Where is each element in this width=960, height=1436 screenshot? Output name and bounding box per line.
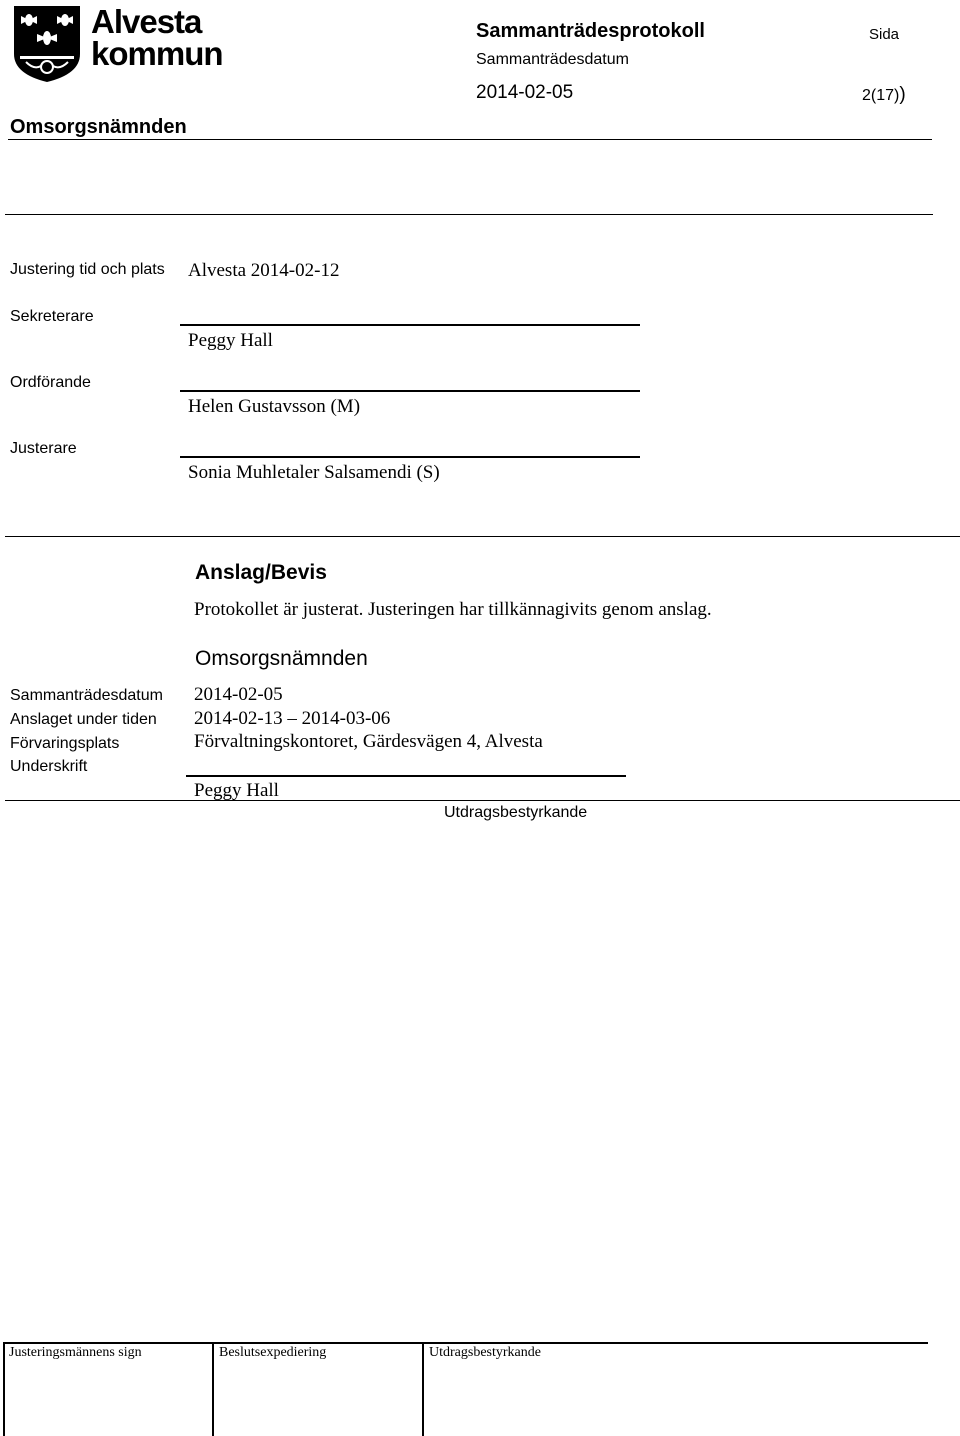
meeting-date-value: 2014-02-05 (194, 684, 283, 705)
logo-text-line2: kommun (91, 35, 223, 72)
section-divider-top (5, 214, 933, 215)
municipality-logo (12, 4, 242, 84)
chair-label: Ordförande (10, 374, 91, 391)
footer-divider-2 (422, 1342, 424, 1436)
footer-divider-left (3, 1342, 5, 1436)
committee-name: Omsorgsnämnden (10, 116, 187, 138)
page-number (862, 84, 906, 106)
certification-label: Utdragsbestyrkande (444, 804, 588, 821)
signature-name: Peggy Hall (194, 780, 279, 801)
footer-certification-label: Utdragsbestyrkande (429, 1345, 541, 1360)
logo-text-line1: Alvesta (91, 3, 202, 40)
section-divider-middle (5, 536, 960, 537)
footer-sign-label: Justeringsmännens sign (9, 1345, 142, 1360)
date-value: 2014-02-05 (476, 82, 574, 103)
posted-value: 2014-02-13 – 2014-03-06 (194, 708, 391, 729)
certification-line (5, 800, 960, 801)
chair-signature-line (180, 390, 640, 392)
anslag-committee: Omsorgsnämnden (195, 647, 368, 670)
adjuster-label: Justerare (10, 440, 77, 457)
page-close: ) (899, 84, 906, 105)
time-place-label: Justering tid och plats (10, 261, 165, 278)
page-current: 2 (862, 87, 871, 104)
chair-name: Helen Gustavsson (M) (188, 396, 361, 417)
anslag-statement: Protokollet är justerat. Justeringen har tillkännagivits genom anslag. (194, 599, 712, 620)
anslag-heading: Anslag/Bevis (195, 561, 327, 584)
storage-label: Förvaringsplats (10, 735, 120, 752)
doc-title: Sammanträdesprotokoll (476, 20, 705, 42)
secretary-label: Sekreterare (10, 308, 94, 325)
footer-dispatch-label: Beslutsexpediering (219, 1345, 327, 1360)
storage-value: Förvaltningskontoret, Gärdesvägen 4, Alvesta (194, 731, 543, 752)
date-label: Sammanträdesdatum (476, 51, 629, 68)
header-divider (8, 139, 932, 140)
meeting-date-label: Sammanträdesdatum (10, 687, 163, 704)
adjuster-name: Sonia Muhletaler Salsamendi (S) (188, 462, 440, 483)
secretary-signature-line (180, 324, 640, 326)
secretary-name: Peggy Hall (188, 330, 273, 351)
footer-divider-1 (212, 1342, 214, 1436)
signature-line (186, 775, 626, 777)
posted-label: Anslaget under tiden (10, 711, 157, 728)
time-place-value: Alvesta 2014-02-12 (188, 260, 340, 281)
adjuster-signature-line (180, 456, 640, 458)
footer-top-line (3, 1342, 928, 1344)
coat-of-arms-icon (12, 4, 82, 84)
page-total: (17) (870, 87, 900, 104)
page-label: Sida (869, 26, 900, 43)
signature-label: Underskrift (10, 758, 88, 775)
